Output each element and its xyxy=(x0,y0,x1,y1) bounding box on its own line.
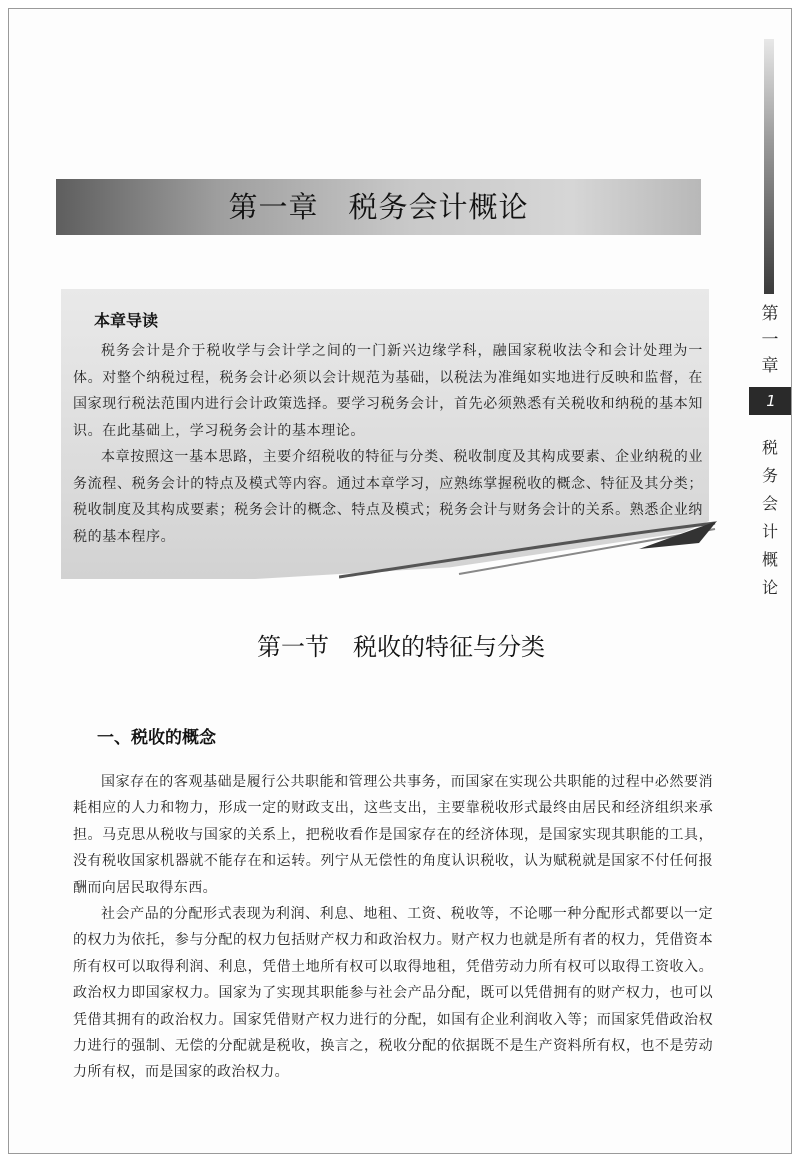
chapter-title: 第一章 税务会计概论 xyxy=(228,190,529,224)
side-decoration-bar xyxy=(764,39,774,294)
guide-paragraph: 税务会计是介于税收学与会计学之间的一门新兴边缘学科，融国家税收法令和会计处理为一体。对整个纳税过程，税务会计必须以会计规范为基础，以税法为准绳如实地进行反映和监督，在国家现行税法范围内进行会计政策选择。要学习税务会计，首先必须熟悉有关税收和纳税的基本知识。在此基础上，学习税务会计的基本理论。 xyxy=(73,343,703,439)
guide-text xyxy=(73,338,703,550)
side-running-title: 税务会计概论 xyxy=(761,438,778,597)
book-page xyxy=(8,8,792,1154)
body-paragraph: 国家存在的客观基础是履行公共职能和管理公共事务，而国家在实现公共职能的过程中必然要消耗相应的人力和物力，形成一定的财政支出，这些支出，主要靠税收形式最终由居民和经济组织来承担。马克思从税收与国家的关系上，把税收看作是国家存在的经济体现，是国家实现其职能的工具，没有税收国家机器就不能存在和运转。列宁从无偿性的角度认识税收，认为赋税就是国家不付任何报酬而向居民取得东西。 xyxy=(73,774,713,896)
body-text xyxy=(73,769,713,1086)
body-paragraph: 社会产品的分配形式表现为利润、利息、地租、工资、税收等，不论哪一种分配形式都要以一定的权力为依托，参与分配的权力包括财产权力和政治权力。财产权力也就是所有者的权力，凭借资本所有权可以取得利润、利息，凭借土地所有权可以取得地租，凭借劳动力所有权可以取得工资收入。政治权力即国家权力。国家为了实现其职能参与社会产品分配，既可以凭借拥有的财产权力，也可以凭借其拥有的政治权力。国家凭借财产权力进行的分配，如国有企业利润收入等；而国家凭借政治权力进行的强制、无偿的分配就是税收，换言之，税收分配的依据既不是生产资料所有权，也不是劳动力所有权，而是国家的政治权力。 xyxy=(73,906,713,1081)
subsection-title: 一、税收的概念 xyxy=(97,728,216,748)
section-title: 第一节 税收的特征与分类 xyxy=(257,633,545,661)
guide-title: 本章导读 xyxy=(94,311,159,330)
guide-paragraph: 本章按照这一基本思路，主要介绍税收的特征与分类、税收制度及其构成要素、企业纳税的业务流程、税务会计的特点及模式等内容。通过本章学习，应熟练掌握税收的概念、特征及其分类；税收制度及其构成要素；税务会计的概念、特点及模式；税务会计与财务会计的关系。熟悉企业纳税的基本程序。 xyxy=(73,449,703,545)
page-number: 1 xyxy=(749,387,792,415)
chapter-banner xyxy=(56,179,701,235)
side-chapter-label: 第一章 xyxy=(761,304,779,376)
